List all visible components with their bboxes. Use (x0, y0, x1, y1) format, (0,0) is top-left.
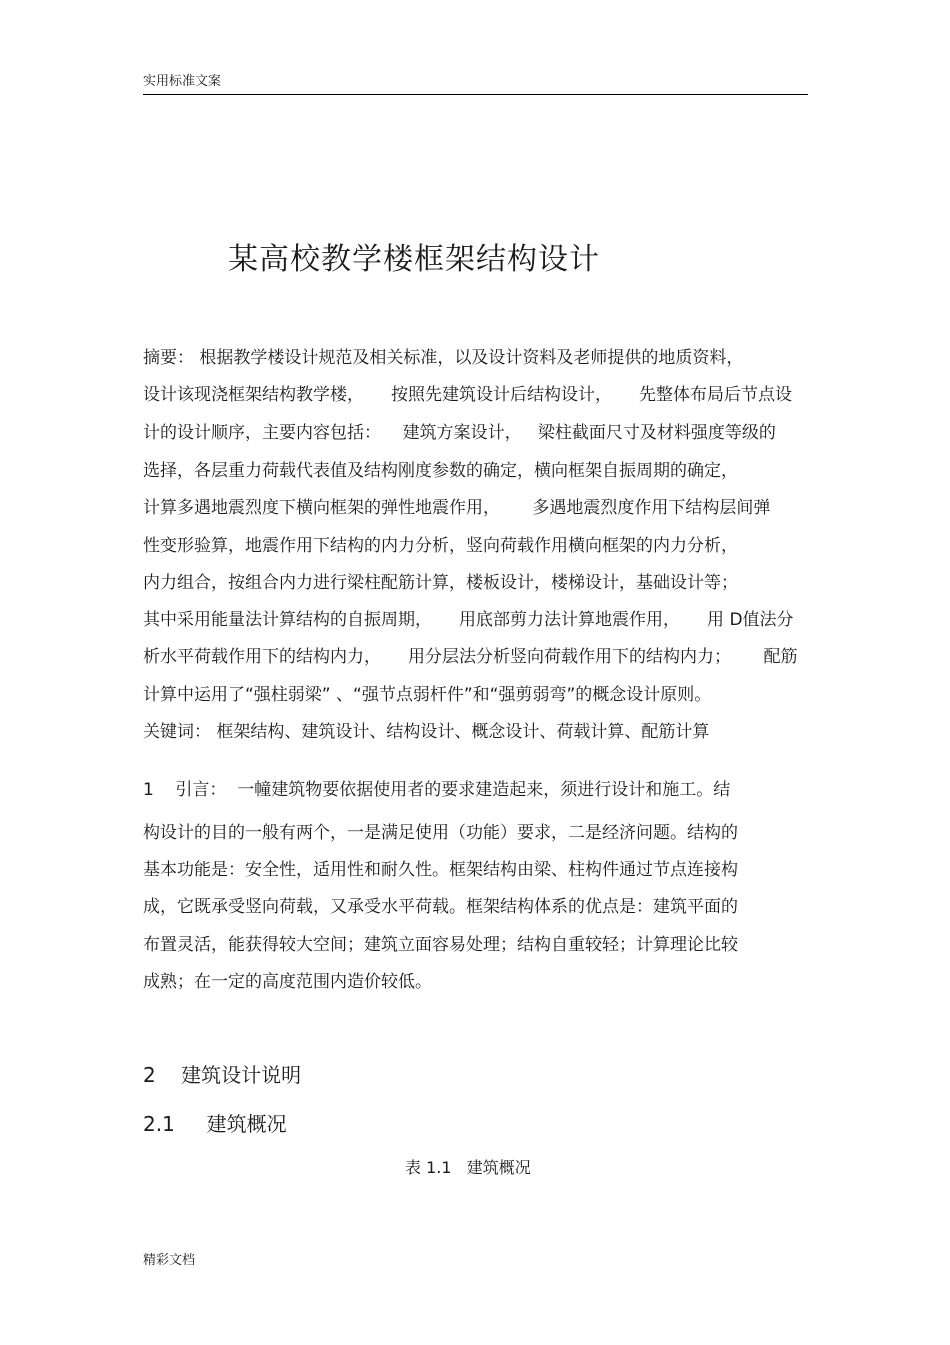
abstract-line: 摘要： 根据教学楼设计规范及相关标准，以及设计资料及老师提供的地质资料， (143, 348, 744, 368)
abstract-line: 设计该现浇框架结构教学楼， 按照先建筑设计后结构设计， 先整体布局后节点设 (143, 385, 793, 405)
intro-line: 成熟；在一定的高度范围内造价较低。 (143, 972, 432, 992)
abstract-line: 计算中运用了“强柱弱梁” 、“强节点弱杆件”和“强剪弱弯”的概念设计原则。 (143, 685, 712, 705)
abstract-line: 其中采用能量法计算结构的自振周期， 用底部剪力法计算地震作用， 用 D值法分 (143, 610, 794, 630)
intro-line: 布置灵活，能获得较大空间；建筑立面容易处理；结构自重较轻；计算理论比较 (143, 935, 738, 955)
header-divider (143, 94, 808, 95)
keywords-line: 关键词： 框架结构、建筑设计、结构设计、概念设计、荷载计算、配筋计算 (143, 722, 710, 742)
document-title: 某高校教学楼框架结构设计 (228, 242, 600, 277)
abstract-line: 选择，各层重力荷载代表值及结构刚度参数的确定，横向框架自振周期的确定， (143, 461, 738, 481)
subsection-heading: 2.1 建筑概况 (143, 1112, 287, 1136)
intro-line: 1 引言： 一幢建筑物要依据使用者的要求建造起来，须进行设计和施工。结 (143, 780, 731, 800)
table-caption: 表 1.1 建筑概况 (405, 1158, 531, 1177)
section-heading: 2 建筑设计说明 (143, 1063, 302, 1087)
abstract-line: 计的设计顺序，主要内容包括： 建筑方案设计， 梁柱截面尺寸及材料强度等级的 (143, 423, 776, 443)
intro-line: 构设计的目的一般有两个，一是满足使用（功能）要求，二是经济问题。结构的 (143, 823, 738, 843)
page-footer: 精彩文档 (143, 1253, 196, 1268)
abstract-line: 性变形验算，地震作用下结构的内力分析，竖向荷载作用横向框架的内力分析， (143, 536, 738, 556)
intro-line: 基本功能是：安全性，适用性和耐久性。框架结构由梁、柱构件通过节点连接构 (143, 860, 738, 880)
page-header: 实用标准文案 (143, 74, 222, 89)
intro-line: 成，它既承受竖向荷载，又承受水平荷载。框架结构体系的优点是：建筑平面的 (143, 897, 738, 917)
abstract-line: 内力组合，按组合内力进行梁柱配筋计算，楼板设计，楼梯设计，基础设计等； (143, 573, 738, 593)
abstract-line: 计算多遇地震烈度下横向框架的弹性地震作用， 多遇地震烈度作用下结构层间弹 (143, 498, 771, 518)
abstract-line: 析水平荷载作用下的结构内力， 用分层法分析竖向荷载作用下的结构内力； 配筋 (143, 647, 798, 667)
